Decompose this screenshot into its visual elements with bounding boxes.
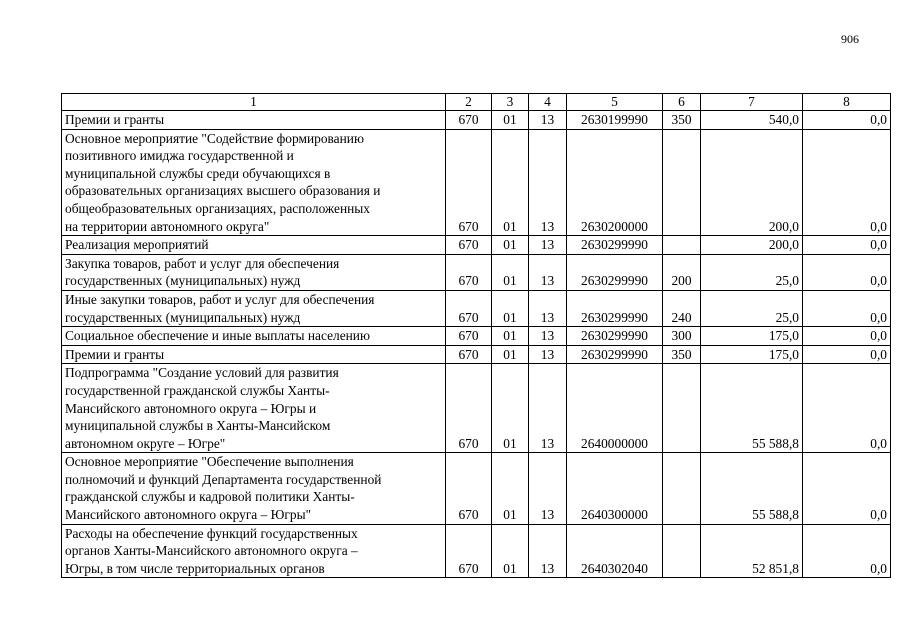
row-expense-type	[663, 236, 701, 255]
row-amount: 25,0	[701, 254, 803, 290]
row-target-article: 2640000000	[567, 364, 663, 453]
row-name: Премии и гранты	[62, 111, 446, 130]
table-row	[62, 254, 891, 290]
row-amount-subvention: 0,0	[803, 236, 891, 255]
row-target-article: 2630299990	[567, 236, 663, 255]
row-section: 01	[492, 129, 529, 236]
row-subsection: 13	[529, 327, 567, 346]
row-amount-subvention: 0,0	[803, 111, 891, 130]
row-subsection: 13	[529, 236, 567, 255]
row-amount: 55 588,8	[701, 364, 803, 453]
header-col-2: 2	[446, 94, 492, 111]
table-row	[62, 453, 891, 524]
row-ministry-code: 670	[446, 111, 492, 130]
row-section: 01	[492, 453, 529, 524]
row-section: 01	[492, 524, 529, 578]
row-section: 01	[492, 236, 529, 255]
row-section: 01	[492, 345, 529, 364]
row-target-article: 2630200000	[567, 129, 663, 236]
header-col-1: 1	[62, 94, 446, 111]
row-amount-subvention: 0,0	[803, 453, 891, 524]
table-row	[62, 236, 891, 255]
row-amount-subvention: 0,0	[803, 345, 891, 364]
header-col-7: 7	[701, 94, 803, 111]
row-subsection: 13	[529, 129, 567, 236]
row-expense-type: 200	[663, 254, 701, 290]
row-expense-type	[663, 453, 701, 524]
header-col-4: 4	[529, 94, 567, 111]
row-subsection: 13	[529, 290, 567, 326]
row-expense-type: 350	[663, 111, 701, 130]
row-amount-subvention: 0,0	[803, 254, 891, 290]
budget-table	[61, 93, 891, 578]
row-section: 01	[492, 327, 529, 346]
row-target-article: 2630199990	[567, 111, 663, 130]
row-expense-type	[663, 129, 701, 236]
row-ministry-code: 670	[446, 524, 492, 578]
row-amount: 52 851,8	[701, 524, 803, 578]
row-amount: 200,0	[701, 236, 803, 255]
row-target-article: 2640300000	[567, 453, 663, 524]
row-amount-subvention: 0,0	[803, 364, 891, 453]
row-subsection: 13	[529, 345, 567, 364]
row-amount-subvention: 0,0	[803, 129, 891, 236]
row-section: 01	[492, 111, 529, 130]
table-row	[62, 129, 891, 236]
row-amount-subvention: 0,0	[803, 524, 891, 578]
row-section: 01	[492, 364, 529, 453]
row-subsection: 13	[529, 111, 567, 130]
table-row	[62, 345, 891, 364]
row-name: Премии и гранты	[62, 345, 446, 364]
header-col-8: 8	[803, 94, 891, 111]
row-name: Основное мероприятие "Обеспечение выполнения полномочий и функций Департамента государственной гражданской службы и кадровой политики Ханты- Мансийского автономного округа – Югры"	[62, 453, 446, 524]
row-name: Социальное обеспечение и иные выплаты населению	[62, 327, 446, 346]
row-target-article: 2630299990	[567, 327, 663, 346]
row-ministry-code: 670	[446, 327, 492, 346]
row-target-article: 2640302040	[567, 524, 663, 578]
row-name: Основное мероприятие "Содействие формированию позитивного имиджа государственной и муниципальной службы среди обучающихся в образовательных организациях высшего образования и общеобразовательных организациях, расположенных на территории автономного округа"	[62, 129, 446, 236]
row-amount-subvention: 0,0	[803, 327, 891, 346]
row-amount: 200,0	[701, 129, 803, 236]
row-name: Реализация мероприятий	[62, 236, 446, 255]
row-amount: 540,0	[701, 111, 803, 130]
row-amount: 175,0	[701, 345, 803, 364]
row-name: Расходы на обеспечение функций государственных органов Ханты-Мансийского автономного округа – Югры, в том числе территориальных органов	[62, 524, 446, 578]
row-expense-type: 350	[663, 345, 701, 364]
row-name: Иные закупки товаров, работ и услуг для обеспечения государственных (муниципальных) нужд	[62, 290, 446, 326]
header-col-5: 5	[567, 94, 663, 111]
row-target-article: 2630299990	[567, 290, 663, 326]
row-ministry-code: 670	[446, 345, 492, 364]
row-expense-type	[663, 364, 701, 453]
table-row	[62, 327, 891, 346]
table-row	[62, 111, 891, 130]
row-expense-type	[663, 524, 701, 578]
row-amount-subvention: 0,0	[803, 290, 891, 326]
row-target-article: 2630299990	[567, 254, 663, 290]
header-col-3: 3	[492, 94, 529, 111]
table-row	[62, 364, 891, 453]
row-subsection: 13	[529, 364, 567, 453]
row-amount: 175,0	[701, 327, 803, 346]
row-ministry-code: 670	[446, 129, 492, 236]
row-section: 01	[492, 254, 529, 290]
row-subsection: 13	[529, 453, 567, 524]
row-subsection: 13	[529, 524, 567, 578]
table-row	[62, 524, 891, 578]
header-col-6: 6	[663, 94, 701, 111]
row-name: Закупка товаров, работ и услуг для обеспечения государственных (муниципальных) нужд	[62, 254, 446, 290]
row-section: 01	[492, 290, 529, 326]
row-expense-type: 300	[663, 327, 701, 346]
row-ministry-code: 670	[446, 236, 492, 255]
table-row	[62, 290, 891, 326]
row-amount: 25,0	[701, 290, 803, 326]
row-ministry-code: 670	[446, 364, 492, 453]
row-name: Подпрограмма "Создание условий для развития государственной гражданской службы Ханты- Мансийского автономного округа – Югры и муниципальной службы в Ханты-Мансийском автономном округе – Югре"	[62, 364, 446, 453]
row-subsection: 13	[529, 254, 567, 290]
row-target-article: 2630299990	[567, 345, 663, 364]
row-expense-type: 240	[663, 290, 701, 326]
row-ministry-code: 670	[446, 254, 492, 290]
page-number: 906	[841, 32, 859, 46]
row-ministry-code: 670	[446, 290, 492, 326]
row-amount: 55 588,8	[701, 453, 803, 524]
header-row	[62, 94, 891, 111]
row-ministry-code: 670	[446, 453, 492, 524]
